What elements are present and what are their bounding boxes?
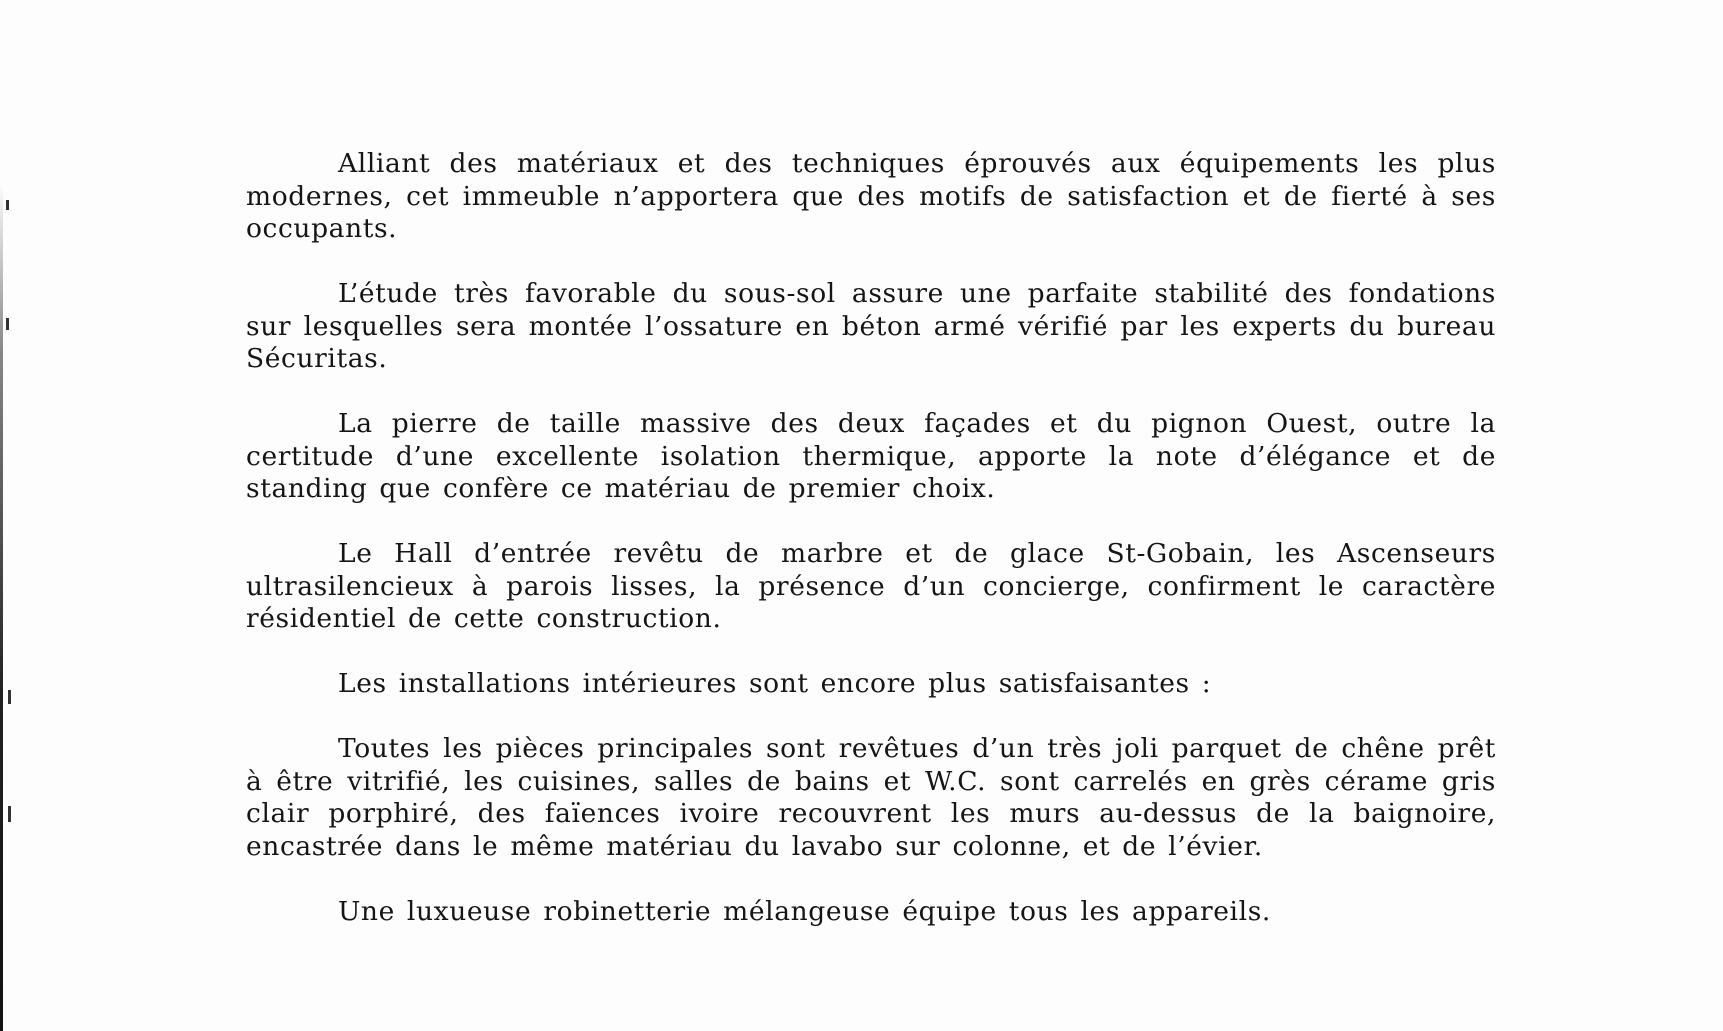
paragraph-stone-facades: La pierre de taille massive des deux façades et du pignon Ouest, outre la certitude d’une excellente isolation thermique, apporte la note d’élégance et de standing que confère ce matériau de premier choix. <box>246 408 1496 504</box>
scan-mark <box>6 318 9 330</box>
paragraph-rooms-finishes: Toutes les pièces principales sont revêtues d’un très joli parquet de chêne prêt à être vitrifié, les cuisines, salles de bains et W.C. sont carrelés en grès cérame gris clair porphiré, des faïences ivoire recouvrent les murs au-dessus de la baignoire, encastrée dans le même matériau du lavabo sur colonne, et de l’évier. <box>246 733 1496 862</box>
scan-mark <box>8 690 11 704</box>
paragraph-materials: Alliant des matériaux et des techniques éprouvés aux équipements les plus modernes, cet immeuble n’apportera que des motifs de satisfaction et de fierté à ses occupants. <box>246 148 1496 244</box>
page-edge-shadow <box>0 180 3 1031</box>
paragraph-entrance-hall: Le Hall d’entrée revêtu de marbre et de glace St-Gobain, les Ascenseurs ultrasilencieux à parois lisses, la présence d’un concierge, confirment le caractère résidentiel de cette construction. <box>246 538 1496 634</box>
scan-mark <box>6 200 9 210</box>
paragraph-interior-intro: Les installations intérieures sont encore plus satisfaisantes : <box>338 668 1212 699</box>
body-text <box>246 148 1496 961</box>
scan-mark <box>8 806 11 822</box>
paragraph-foundations: L’étude très favorable du sous-sol assure une parfaite stabilité des fondations sur lesquelles sera montée l’ossature en béton armé vérifié par les experts du bureau Sécuritas. <box>246 278 1496 374</box>
paragraph-taps: Une luxueuse robinetterie mélangeuse équipe tous les appareils. <box>338 895 1271 927</box>
